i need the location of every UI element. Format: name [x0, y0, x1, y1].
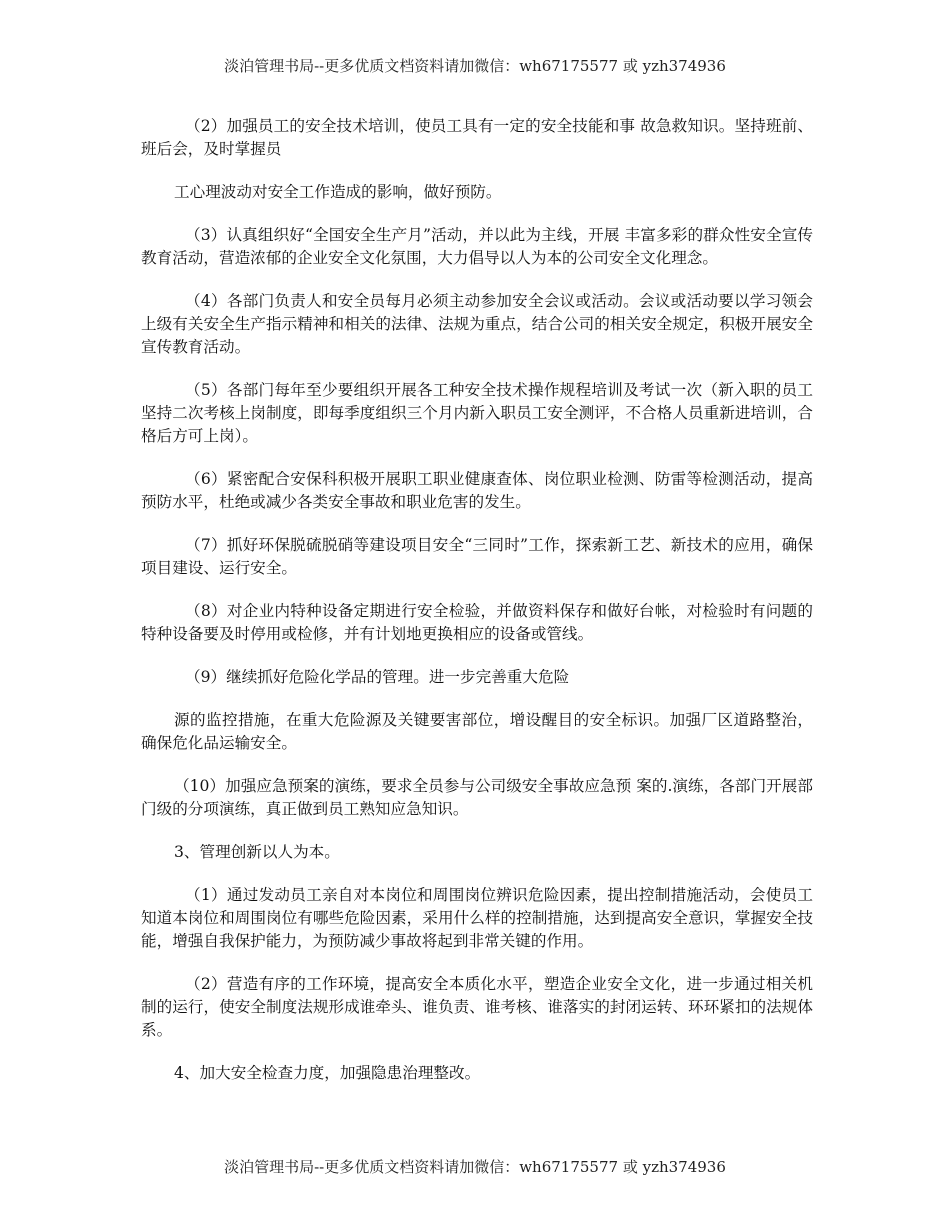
- page-header: 淡泊管理书局--更多优质文档资料请加微信：wh67175577 或 yzh374936: [224, 57, 726, 75]
- paragraph-hazard-monitoring: 源的监控措施，在重大危险源及关键要害部位，增设醒目的安全标识。加强厂区道路整治，确保危化品运输安全。: [141, 711, 813, 752]
- section-heading-management-innovation: 3、管理创新以人为本。: [174, 843, 340, 861]
- paragraph-special-equipment: （8）对企业内特种设备定期进行安全检验，并做资料保存和做好台帐，对检验时有问题的特种设备要及时停用或检修，并有计划地更换相应的设备或管线。: [141, 602, 813, 643]
- paragraph-training-cont: 工心理波动对安全工作造成的影响，做好预防。: [174, 183, 502, 201]
- paragraph-environmental-projects: （7）抓好环保脱硫脱硝等建设项目安全“三同时”工作，探索新工艺、新技术的应用，确保项目建设、运行安全。: [141, 536, 813, 577]
- paragraph-safety-month: （3）认真组织好“全国安全生产月”活动，并以此为主线，开展 丰富多彩的群众性安全宣传教育活动，营造浓郁的企业安全文化氛围，大力倡导以人为本的公司安全文化理念。: [141, 226, 813, 267]
- paragraph-training: （2）加强员工的安全技术培训，使员工具有一定的安全技能和事 故急救知识。坚持班前、班后会，及时掌握员: [141, 117, 813, 158]
- paragraph-work-environment: （2）营造有序的工作环境，提高安全本质化水平，塑造企业安全文化，进一步通过相关机制的运行，使安全制度法规形成谁牵头、谁负责、谁考核、谁落实的封闭运转、环环紧扣的法规体系。: [141, 975, 813, 1039]
- paragraph-health-checks: （6）紧密配合安保科积极开展职工职业健康查体、岗位职业检测、防雷等检测活动，提高预防水平，杜绝或减少各类安全事故和职业危害的发生。: [141, 470, 813, 511]
- page-footer: 淡泊管理书局--更多优质文档资料请加微信：wh67175577 或 yzh374936: [224, 1158, 726, 1176]
- section-heading-safety-inspection: 4、加大安全检查力度，加强隐患治理整改。: [174, 1064, 481, 1082]
- paragraph-department-meetings: （4）各部门负责人和安全员每月必须主动参加安全会议或活动。会议或活动要以学习领会上级有关安全生产指示精神和相关的法律、法规为重点，结合公司的相关安全规定，积极开展安全宣传教育活动。: [141, 292, 813, 356]
- paragraph-hazard-identification: （1）通过发动员工亲自对本岗位和周围岗位辨识危险因素，提出控制措施活动，会使员工知道本岗位和周围岗位有哪些危险因素，采用什么样的控制措施，达到提高安全意识，掌握安全技能，增强自我保护能力，为预防减少事故将起到非常关键的作用。: [141, 886, 813, 950]
- paragraph-procedure-training: （5）各部门每年至少要组织开展各工种安全技术操作规程培训及考试一次（新入职的员工坚持二次考核上岗制度，即每季度组织三个月内新入职员工安全测评，不合格人员重新进培训，合格后方可上岗）。: [141, 381, 813, 445]
- paragraph-emergency-drills: （10）加强应急预案的演练，要求全员参与公司级安全事故应急预 案的.演练，各部门开展部门级的分项演练，真正做到员工熟知应急知识。: [141, 777, 813, 818]
- document-body: [141, 115, 813, 1105]
- paragraph-hazardous-chemicals: （9）继续抓好危险化学品的管理。进一步完善重大危险: [185, 668, 570, 686]
